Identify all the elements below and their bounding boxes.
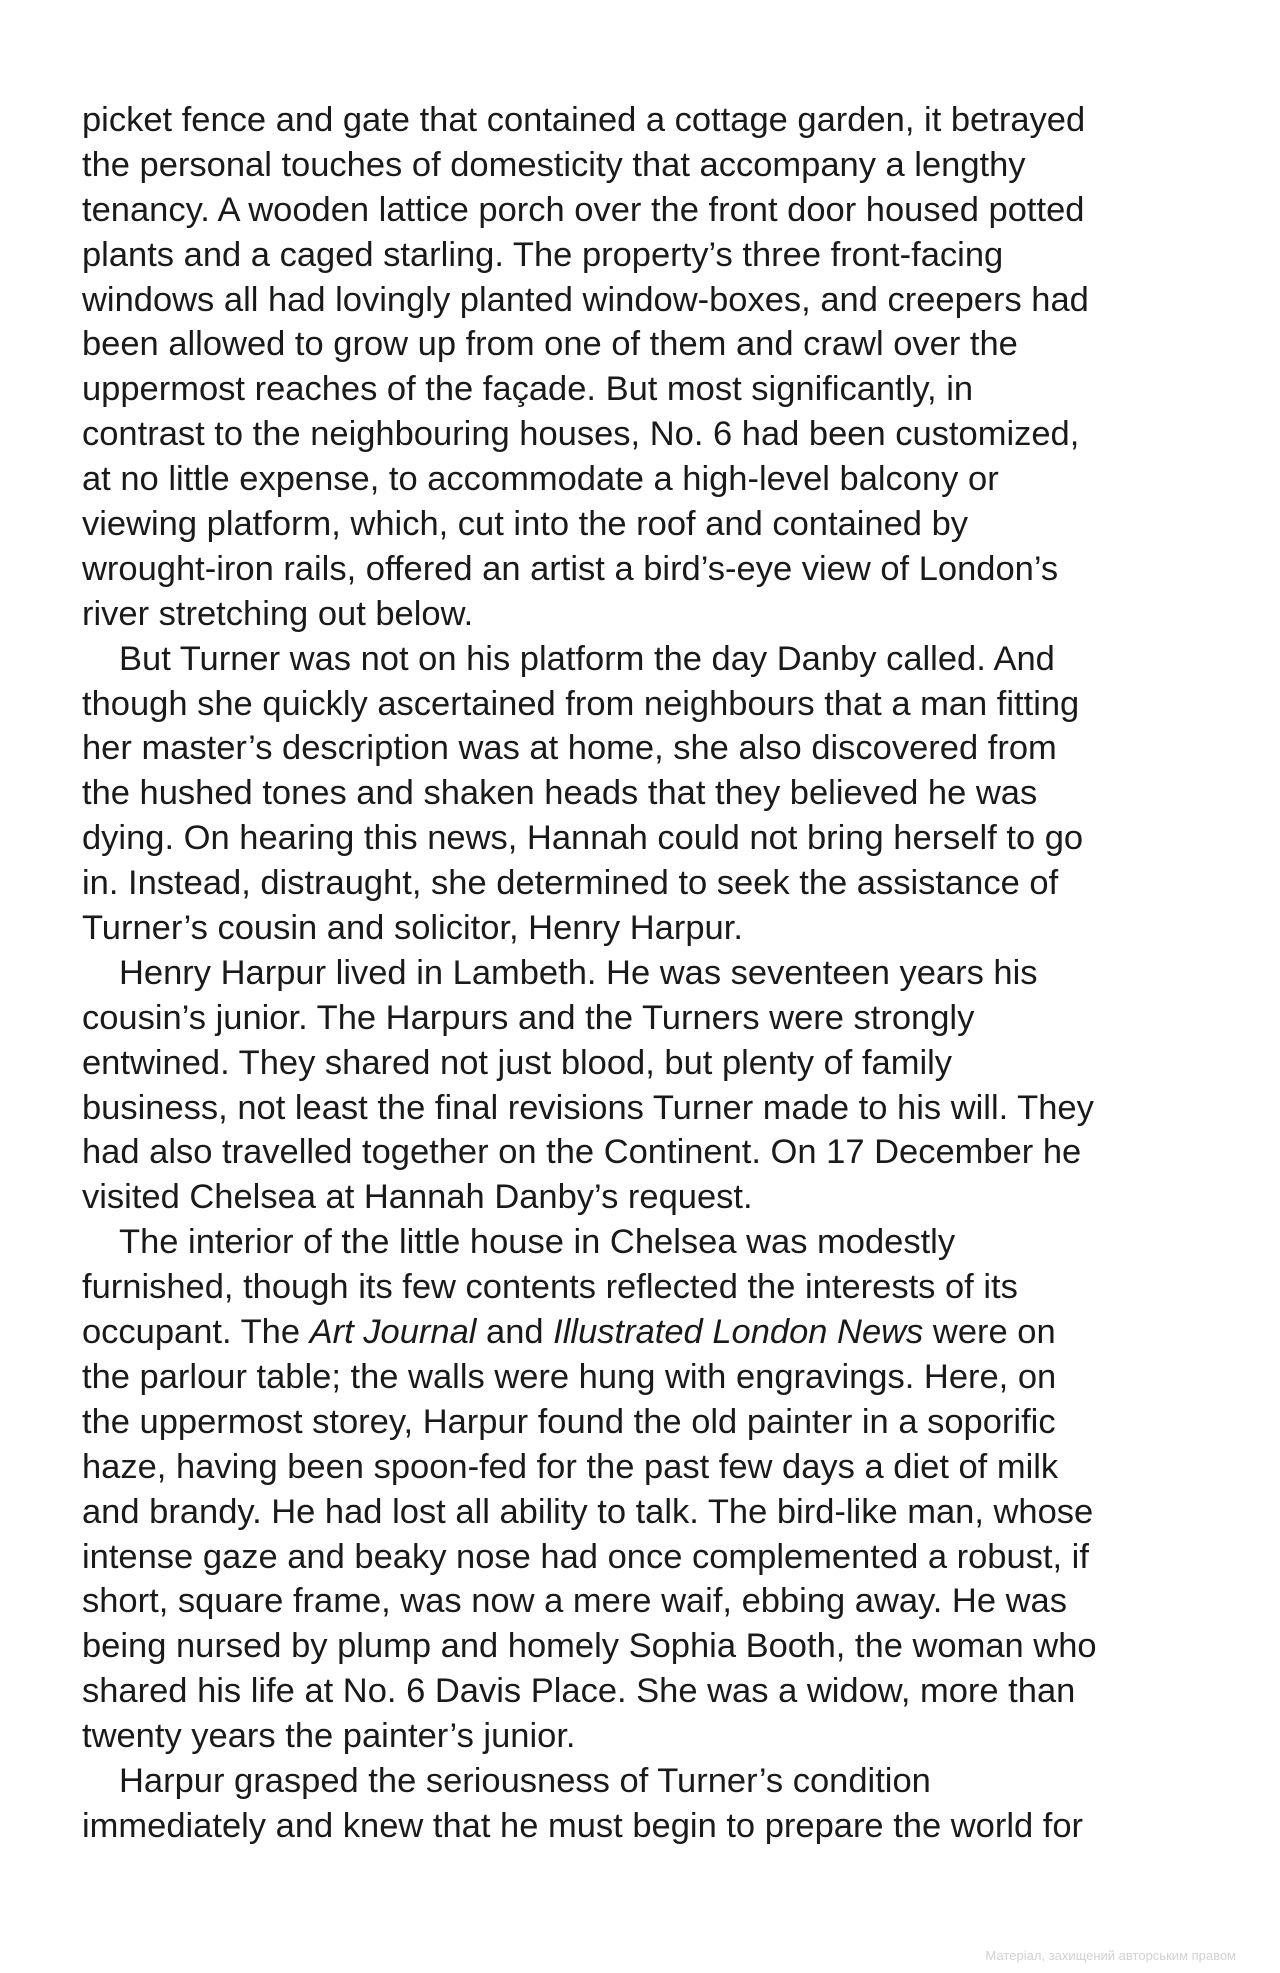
text-line: been allowed to grow up from one of them and crawl over the xyxy=(82,325,1018,364)
text-line: contrast to the neighbouring houses, No. 6 had been customized, xyxy=(82,415,1080,454)
text-line: Harpur grasped the seriousness of Turner’s condition xyxy=(119,1761,931,1800)
text-segment: occupant. The xyxy=(82,1313,310,1352)
text-line: But Turner was not on his platform the day Danby called. And xyxy=(119,639,1055,678)
text-line: at no little expense, to accommodate a high-level balcony or xyxy=(82,460,999,499)
text-line: her master’s description was at home, she also discovered from xyxy=(82,729,1057,768)
text-line: being nursed by plump and homely Sophia Booth, the woman who xyxy=(82,1627,1097,1666)
text-line: shared his life at No. 6 Davis Place. She was a widow, more than xyxy=(82,1672,1076,1711)
text-line: the hushed tones and shaken heads that they believed he was xyxy=(82,774,1038,813)
text-line: plants and a caged starling. The property’s three front-facing xyxy=(82,235,1004,274)
text-line: in. Instead, distraught, she determined to seek the assistance of xyxy=(82,864,1059,903)
text-line: windows all had lovingly planted window-boxes, and creepers had xyxy=(82,280,1089,319)
text-line: tenancy. A wooden lattice porch over the front door housed potted xyxy=(82,190,1085,229)
text-line: entwined. They shared not just blood, but plenty of family xyxy=(82,1043,953,1082)
text-line: had also travelled together on the Continent. On 17 December he xyxy=(82,1133,1082,1172)
paragraph-4 xyxy=(82,1220,1202,1759)
text-line: viewing platform, which, cut into the roof and contained by xyxy=(82,505,968,544)
text-line: river stretching out below. xyxy=(82,594,474,633)
text-line: dying. On hearing this news, Hannah could not bring herself to go xyxy=(82,819,1084,858)
paragraph-2 xyxy=(82,637,1202,951)
text-line: wrought-iron rails, offered an artist a bird’s-eye view of London’s xyxy=(82,549,1059,588)
text-line: Henry Harpur lived in Lambeth. He was seventeen years his xyxy=(119,953,1038,992)
text-line: cousin’s junior. The Harpurs and the Turners were strongly xyxy=(82,998,975,1037)
text-line: picket fence and gate that contained a cottage garden, it betrayed xyxy=(82,101,1086,139)
copyright-watermark: Матеріал, захищений авторським правом xyxy=(985,1948,1236,1963)
text-line: immediately and knew that he must begin to prepare the world for xyxy=(82,1806,1084,1845)
text-line: furnished, though its few contents reflected the interests of its xyxy=(82,1268,1018,1307)
text-line: Turner’s cousin and solicitor, Henry Harpur. xyxy=(82,909,743,948)
paragraph-1 xyxy=(82,98,1202,637)
paragraph-3 xyxy=(82,951,1202,1220)
text-line: twenty years the painter’s junior. xyxy=(82,1717,576,1756)
text-line: business, not least the final revisions Turner made to his will. They xyxy=(82,1088,1094,1127)
text-line: visited Chelsea at Hannah Danby’s request. xyxy=(82,1178,753,1217)
paragraph-5 xyxy=(82,1759,1202,1849)
text-line: and brandy. He had lost all ability to talk. The bird-like man, whose xyxy=(82,1492,1094,1531)
text-line: the personal touches of domesticity that accompany a lengthy xyxy=(82,145,1026,184)
text-line: the uppermost storey, Harpur found the old painter in a soporific xyxy=(82,1402,1056,1441)
text-segment: and xyxy=(476,1313,554,1352)
text-line: haze, having been spoon-fed for the past few days a diet of milk xyxy=(82,1447,1059,1486)
publication-title: Illustrated London News xyxy=(553,1313,924,1352)
text-line xyxy=(82,1310,1202,1355)
text-segment: were on xyxy=(923,1313,1056,1352)
text-line: the parlour table; the walls were hung with engravings. Here, on xyxy=(82,1357,1057,1396)
text-line: uppermost reaches of the façade. But most significantly, in xyxy=(82,370,974,409)
text-line: though she quickly ascertained from neighbours that a man fitting xyxy=(82,684,1080,723)
text-line: short, square frame, was now a mere waif, ebbing away. He was xyxy=(82,1582,1067,1621)
publication-title: Art Journal xyxy=(309,1313,477,1352)
text-line: intense gaze and beaky nose had once complemented a robust, if xyxy=(82,1537,1089,1576)
text-line: The interior of the little house in Chelsea was modestly xyxy=(119,1223,956,1262)
body-text xyxy=(82,98,1202,1849)
